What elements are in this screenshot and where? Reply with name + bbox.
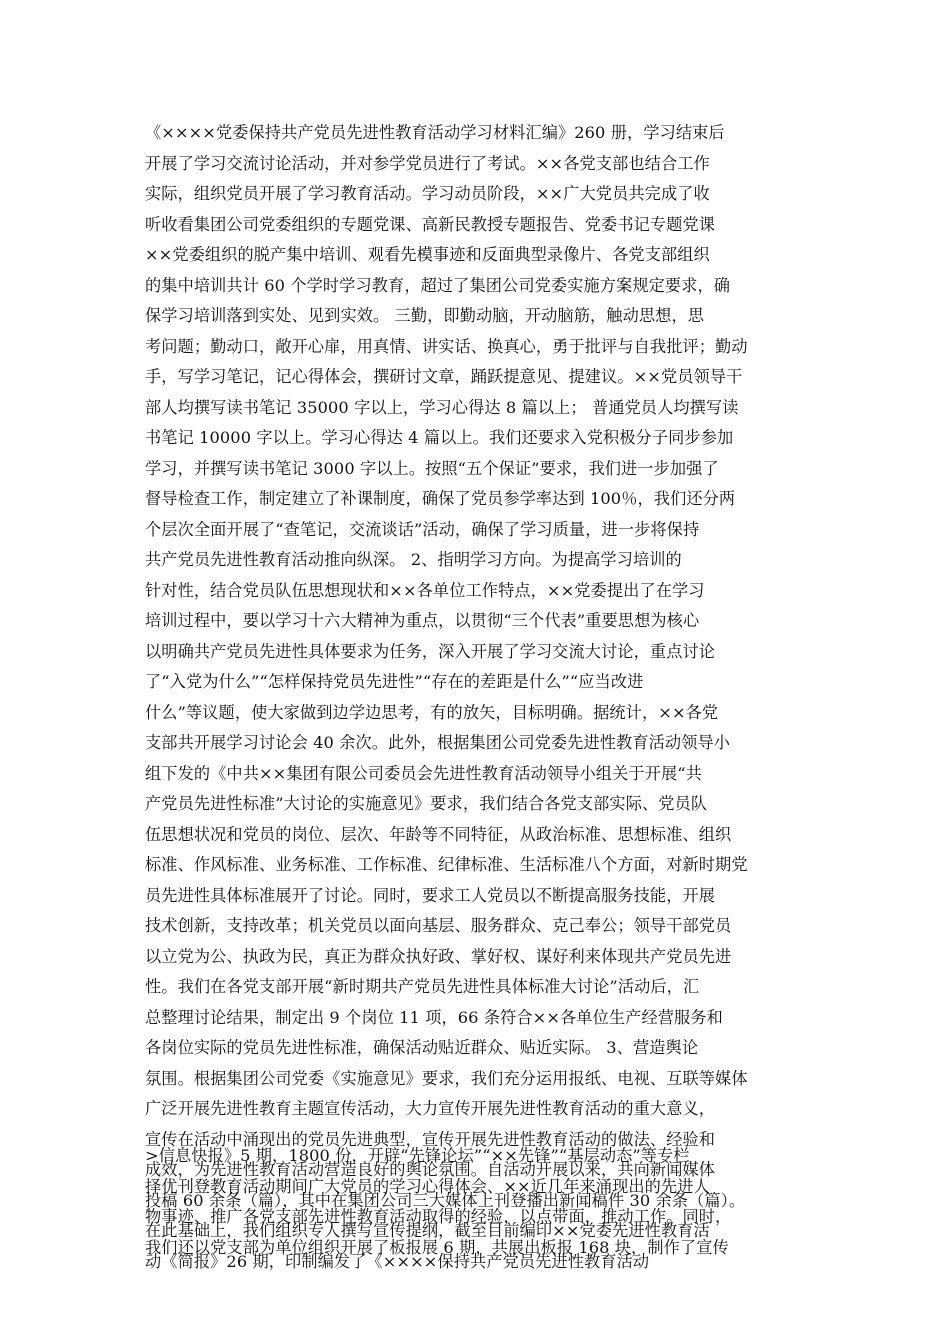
text-block-upper	[145, 118, 805, 1277]
text-line: 《××××党委保持共产党员先进性教育活动学习材料汇编》260 册，学习结束后	[145, 123, 725, 142]
text-line: 总整理讨论结果，制定出 9 个岗位 11 项，66 条符合××各单位生产经营服务和	[145, 1007, 723, 1027]
text-line: 投稿 60 余条（篇），其中在集团公司三大媒体上刊登播出新闻稿件 30 余条（篇）。	[145, 1190, 746, 1210]
text-line: 支部共开展学习讨论会 40 余次。此外，根据集团公司党委先进性教育活动领导小	[145, 733, 731, 752]
text-line: 开展了学习交流讨论活动，并对参学党员进行了考试。××各党支部也结合工作	[145, 153, 710, 173]
text-line: 产党员先进性标准”大讨论的实施意见》要求，我们结合各党支部实际、党员队	[145, 794, 708, 813]
text-line: 督导检查工作，制定建立了补课制度，确保了党员参学率达到 100％，我们还分两	[145, 489, 736, 508]
text-line: 共产党员先进性教育活动推向纵深。 2、指明学习方向。为提高学习培训的	[145, 550, 682, 569]
text-line: 伍思想状况和党员的岗位、层次、年龄等不同特征，从政治标准、思想标准、组织	[145, 824, 732, 844]
text-line: 动《简报》26 期，印制编发了《××××保持共产党员先进性教育活动	[145, 1251, 650, 1271]
text-line: 保学习培训落到实处、见到实效。 三勤，即勤动脑，开动脑筋，触动思想，思	[145, 306, 705, 325]
text-line: 以立党为公、执政为民，真正为群众执好政、掌好权、谋好利来体现共产党员先进	[145, 946, 732, 966]
text-line: 考问题；勤动口，敞开心扉，用真情、讲实话、换真心，勇于批评与自我批评；勤动	[145, 336, 748, 356]
text-line: ××党委组织的脱产集中培训、观看先模事迹和反面典型录像片、各党支部组织	[145, 245, 710, 264]
text-line: 部人均撰写读书笔记 35000 字以上，学习心得达 8 篇以上； 普通党员人均撰写读	[145, 397, 739, 417]
text-line: 标准、作风标准、业务标准、工作标准、纪律标准、生活标准八个方面，对新时期党	[145, 855, 748, 874]
text-line: 宣传在活动中涌现出的党员先进典型，宣传开展先进性教育活动的做法、经验和	[145, 1129, 716, 1149]
text-line: 员先进性具体标准展开了讨论。同时，要求工人党员以不断提高服务技能，开展	[145, 885, 716, 905]
text-line: 针对性，结合党员队伍思想现状和××各单位工作特点，××党委提出了在学习	[145, 580, 705, 600]
text-line: 性。我们在各党支部开展“新时期共产党员先进性具体标准大讨论”活动后，汇	[145, 977, 700, 996]
text-line: 氛围。根据集团公司党委《实施意见》要求，我们充分运用报纸、电视、互联等媒体	[145, 1068, 748, 1088]
text-line: 以明确共产党员先进性具体要求为任务，深入开展了学习交流大讨论，重点讨论	[145, 641, 716, 661]
text-line: 技术创新，支持改革；机关党员以面向基层、服务群众、克己奉公；领导干部党员	[145, 916, 732, 935]
text-line: 培训过程中，要以学习十六大精神为重点，以贯彻“三个代表”重要思想为核心	[145, 611, 700, 630]
text-line: >信息快报》5 期，1800 份，开辟“先锋论坛”“××先锋”“基层动态”等专栏	[145, 1146, 690, 1165]
text-line: 广泛开展先进性教育主题宣传活动，大力宣传开展先进性教育活动的重大意义，	[145, 1099, 716, 1118]
text-line: 手，写学习笔记，记心得体会，撰研讨文章，踊跃提意见、提建议。××党员领导干	[145, 367, 743, 386]
text-line: 学习，并撰写读书笔记 3000 字以上。按照“五个保证”要求，我们进一步加强了	[145, 458, 719, 478]
text-line: 听收看集团公司党委组织的专题党课、高新民教授专题报告、党委书记专题党课	[145, 214, 716, 234]
text-line: 我们还以党支部为单位组织开展了板报展 6 期，共展出板报 168 块，制作了宣传	[145, 1237, 729, 1257]
text-block-lower	[145, 1141, 805, 1263]
text-line: 择优刊登教育活动期间广大党员的学习心得体会、××近几年来涌现出的先进人	[145, 1176, 710, 1196]
text-line: 什么”等议题，使大家做到边学边思考，有的放矢，目标明确。据统计，××各党	[145, 702, 719, 722]
text-line: 成效，为先进性教育活动营造良好的舆论氛围。自活动开展以来，共向新闻媒体	[145, 1160, 716, 1179]
text-line: 物事迹、推广各党支部先进性教育活动取得的经验，以点带面，推动工作。同时，	[145, 1207, 732, 1226]
text-line: 了“入党为什么”“怎样保持党员先进性”“存在的差距是什么”“应当改进	[145, 672, 644, 691]
text-line: 的集中培训共计 60 个学时学习教育，超过了集团公司党委实施方案规定要求，确	[145, 275, 731, 295]
text-line: 个层次全面开展了“查笔记，交流谈话”活动，确保了学习质量，进一步将保持	[145, 519, 700, 539]
text-line: 各岗位实际的党员先进性标准，确保活动贴近群众、贴近实际。 3、营造舆论	[145, 1038, 699, 1057]
text-line: 在此基础上，我们组织专人撰写宣传提纲，截至目前编印××党委先进性教育活	[145, 1221, 710, 1240]
text-line: 实际，组织党员开展了学习教育活动。学习动员阶段，××广大党员共完成了收	[145, 184, 710, 203]
text-line: 书笔记 10000 字以上。学习心得达 4 篇以上。我们还要求入党积极分子同步参加	[145, 428, 734, 447]
text-line: 组下发的《中共××集团有限公司委员会先进性教育活动领导小组关于开展“共	[145, 763, 702, 783]
